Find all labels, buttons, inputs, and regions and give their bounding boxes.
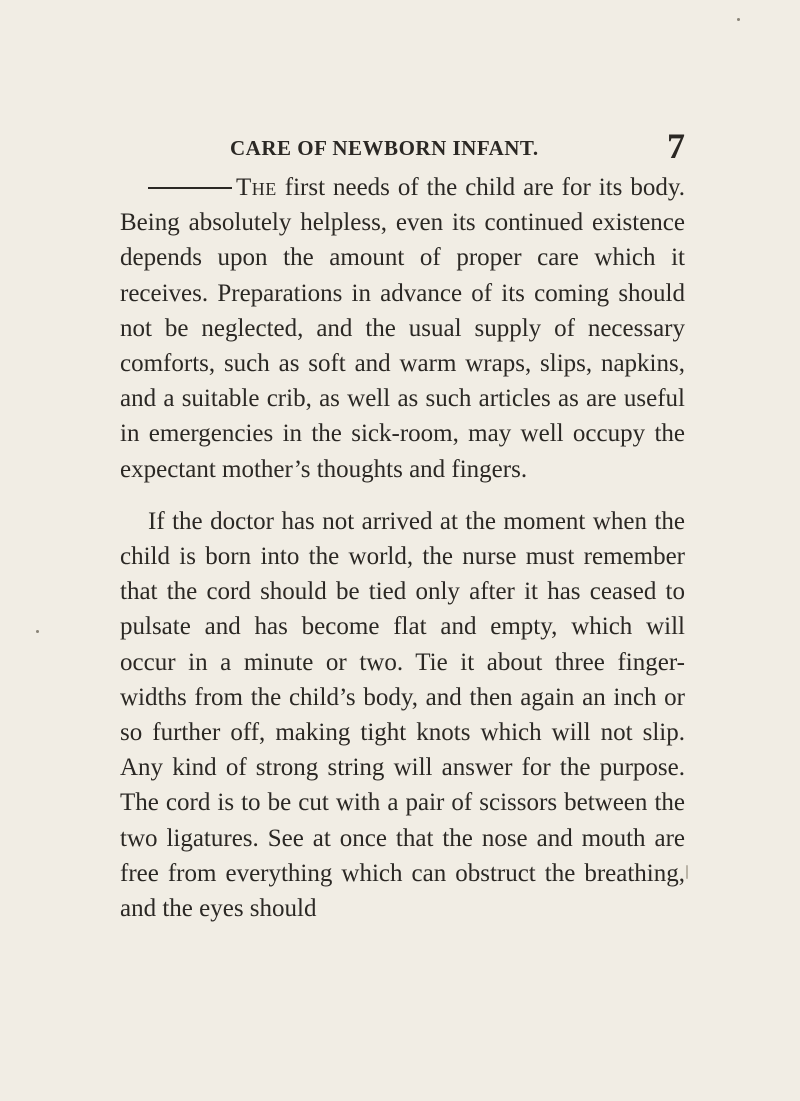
page-speck [686, 865, 688, 879]
paragraph-1-first-word: The [236, 174, 277, 201]
page-speck [36, 630, 39, 633]
running-head [120, 128, 685, 164]
page-speck [737, 18, 740, 21]
page-number: 7 [667, 126, 685, 166]
running-title: CARE OF NEWBORN INFANT. [230, 136, 539, 160]
body-text [120, 170, 685, 926]
paragraph-1 [120, 170, 685, 487]
paragraph-2: If the doctor has not arrived at the moment when the child is born into the world, the nurse must remember that the cord should be tied only after it has ceased to pulsate and has become flat and empty, which will occur in a minute or two. Tie it about three finger-widths from the child’s body, and then again an inch or so further off, making tight knots which will not slip. Any kind of strong string will answer for the purpose. The cord is to be cut with a pair of scissors between the two ligatures. See at once that the nose and mouth are free from everything which can obstruct the breathing, and the eyes should [120, 507, 685, 923]
paragraph-1-text: first needs of the child are for its body. Being absolutely helpless, even its continued existence depends upon the amount of proper care which it receives. Preparations in advance of its coming should not be neglected, and the usual supply of necessary comforts, such as soft and warm wraps, slips, napkins, and a suitable crib, as well as such articles as are useful in emergencies in the sick-room, may well occupy the expectant mother’s thoughts and fingers. [120, 174, 685, 483]
em-dash-lead [148, 187, 232, 189]
